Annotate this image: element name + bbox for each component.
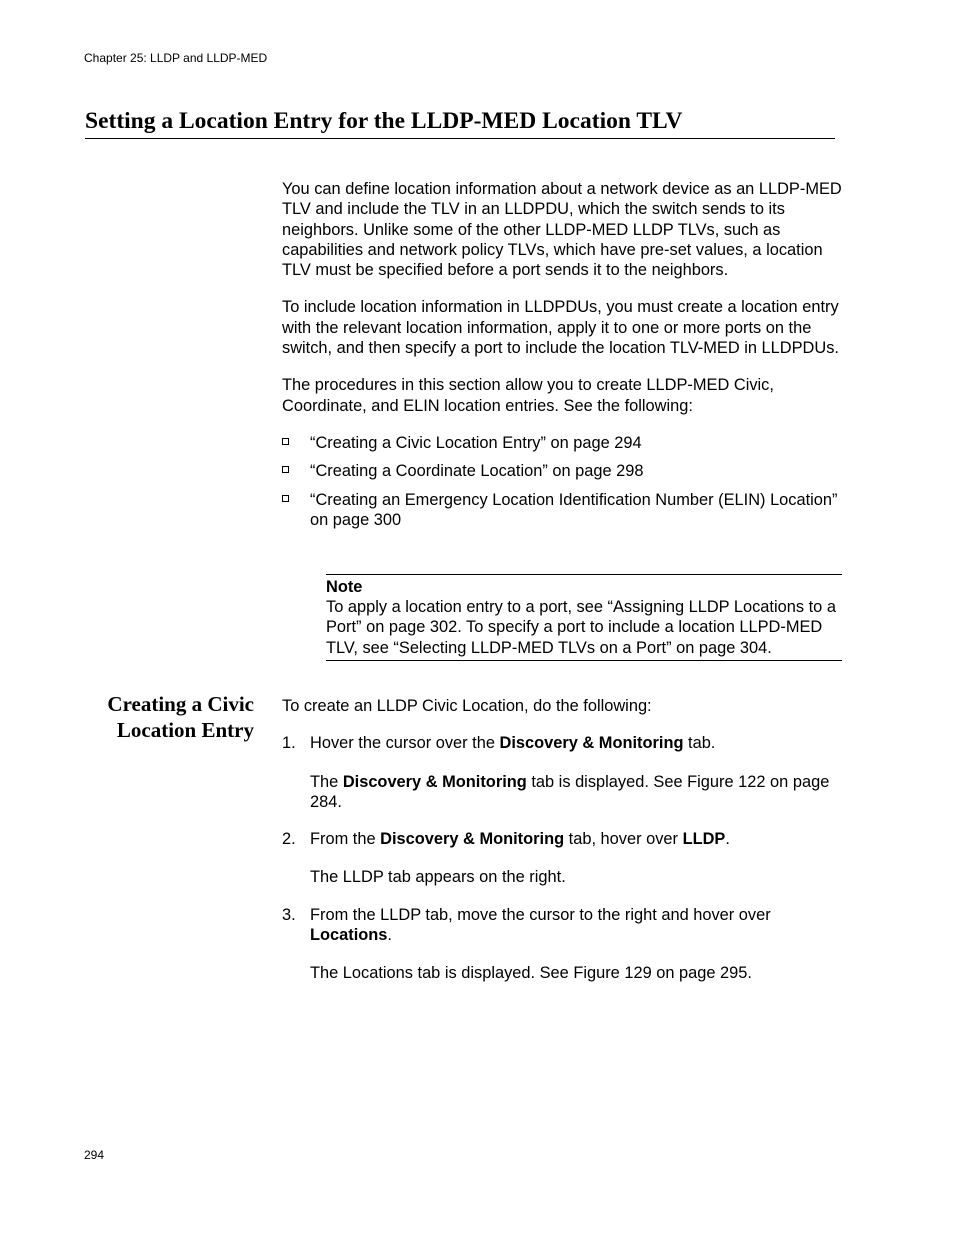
cross-reference-item[interactable] <box>282 461 842 481</box>
step-text: From the <box>310 830 381 849</box>
cross-reference-item[interactable] <box>282 433 842 453</box>
running-header: Chapter 25: LLDP and LLDP-MED <box>84 51 268 65</box>
cross-reference-text[interactable]: “Creating a Coordinate Location” on page 298 <box>310 462 644 481</box>
step-instruction <box>310 829 842 849</box>
step-ui-term: Discovery & Monitoring <box>380 830 565 849</box>
step-ui-term: Discovery & Monitoring <box>499 734 684 753</box>
page-title: Setting a Location Entry for the LLDP-MED Location TLV <box>85 106 835 139</box>
step-text: tab. <box>683 734 716 753</box>
step-text: tab, hover over <box>564 830 683 849</box>
step-text: . <box>725 830 730 849</box>
checkbox-bullet-icon <box>282 466 289 473</box>
step-result: The Locations tab is displayed. See Figure 129 on page 295. <box>310 964 752 983</box>
intro-section <box>282 179 842 538</box>
step-instruction <box>310 905 842 946</box>
step-result <box>310 772 842 813</box>
step-text: Hover the cursor over the <box>310 734 500 753</box>
intro-paragraph-3: The procedures in this section allow you to create LLDP-MED Civic, Coordinate, and ELIN location entries. See the following: <box>282 376 774 415</box>
procedure-step-3 <box>282 905 842 984</box>
step-result-text: The <box>310 772 343 791</box>
cross-reference-text[interactable]: “Creating an Emergency Location Identification Number (ELIN) Location” on page 300 <box>310 490 838 529</box>
section-heading: Creating a Civic Location Entry <box>107 692 254 742</box>
note-box <box>326 574 842 661</box>
step-number: 1. <box>282 734 296 753</box>
procedure-lead: To create an LLDP Civic Location, do the following: <box>282 697 652 715</box>
cross-reference-text[interactable]: “Creating a Civic Location Entry” on page 294 <box>310 433 642 452</box>
intro-paragraph-2: To include location information in LLDPDUs, you must create a location entry with the relevant location information, apply it to one or more ports on the switch, and then specify a port to include the location TLV-MED in LLDPDUs. <box>282 298 839 358</box>
step-result: The LLDP tab appears on the right. <box>310 868 566 887</box>
step-ui-term: Locations <box>310 926 388 945</box>
step-ui-term: LLDP <box>682 830 726 849</box>
cross-reference-list <box>282 433 842 530</box>
step-text: . <box>387 926 392 945</box>
step-ui-term: Discovery & Monitoring <box>342 772 527 791</box>
checkbox-bullet-icon <box>282 495 289 502</box>
step-number: 3. <box>282 905 296 924</box>
checkbox-bullet-icon <box>282 438 289 445</box>
procedure-step-1 <box>282 733 842 812</box>
step-text: From the LLDP tab, move the cursor to the right and hover over <box>310 905 771 924</box>
page-number: 294 <box>84 1148 105 1162</box>
note-text: To apply a location entry to a port, see “Assigning LLDP Locations to a Port” on page 302. To specify a port to include a location LLPD-MED TLV, see “Selecting LLDP-MED TLVs on a Port” on page 304. <box>326 598 836 657</box>
step-number: 2. <box>282 830 296 849</box>
procedure-section <box>282 696 842 984</box>
note-heading: Note <box>326 578 363 596</box>
intro-paragraph-1: You can define location information about a network device as an LLDP-MED TLV and include the TLV in an LLDPDU, which the switch sends to its neighbors. Unlike some of the other LLDP-MED LLDP TLVs, such as capabilities and network policy TLVs, which have pre-set values, a location TLV must be specified before a port sends it to the neighbors. <box>282 180 842 280</box>
step-result-text: tab is displayed. See Figure 122 on page 284. <box>310 772 830 811</box>
cross-reference-item[interactable] <box>282 490 842 531</box>
procedure-step-2 <box>282 829 842 888</box>
step-instruction <box>310 733 842 753</box>
